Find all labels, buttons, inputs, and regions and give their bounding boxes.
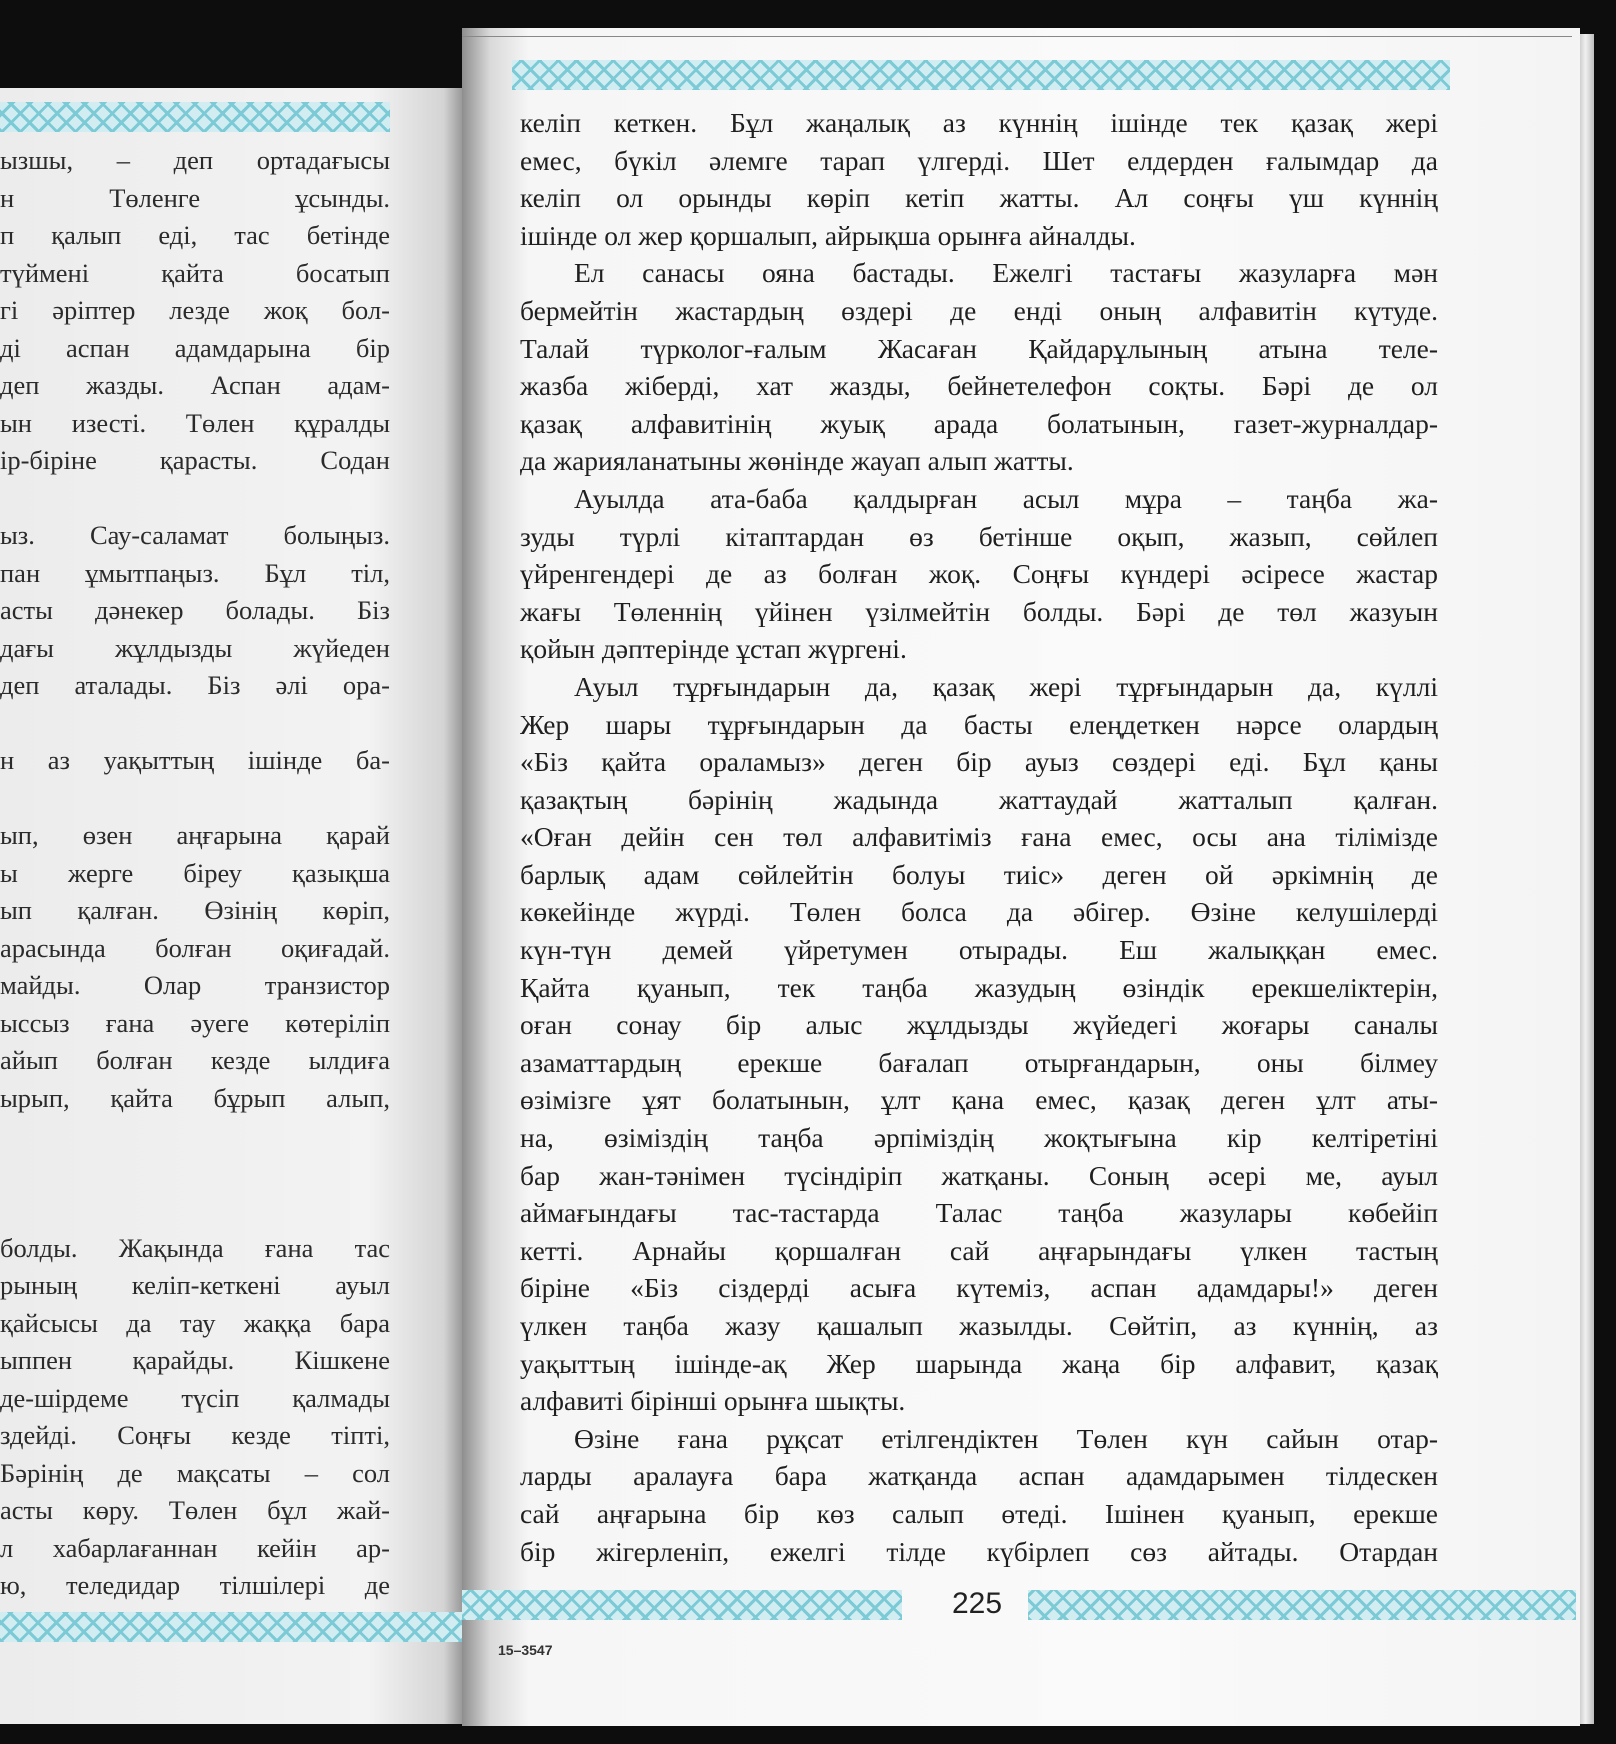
page-top-rule — [462, 36, 1572, 37]
left-text-line: ыз. Сау-саламат болыңыз. — [0, 520, 390, 550]
left-text-line — [0, 480, 390, 518]
left-text-line: л хабарлағаннан кейін ар- — [0, 1532, 390, 1563]
right-text-line: оған сонау бір алыс жұлдызды жүйедегі жоғары саналы — [520, 1009, 1438, 1041]
right-text-line: біріне «Біз сіздерді асыға күтеміз, аспан адамдары!» деген — [520, 1272, 1438, 1304]
bottom-ornament-left — [0, 1612, 462, 1642]
right-text-line: ішінде ол жер қоршалып, айрықша орынға айналды. — [520, 219, 1136, 251]
top-ornament-left — [0, 102, 390, 132]
right-text-line: қазақтың бәрінің жадында жаттаудай жатталып қалған. — [520, 783, 1438, 815]
right-text-line: азаматтардың ерекше бағалап отырғандарын, оны білмеу — [520, 1046, 1438, 1078]
bottom-ornament-before-number — [462, 1590, 902, 1620]
left-text-line — [0, 705, 390, 743]
left-text-line: ып, өзен аңғарына қарай — [0, 820, 390, 850]
right-page-text — [520, 104, 1438, 1570]
bottom-ornament-after-number — [1028, 1590, 1576, 1620]
right-text-line: алфавиті бірінші орынға шықты. — [520, 1385, 906, 1417]
right-text-line: келіп кеткен. Бұл жаңалық аз күннің ішінде тек қазақ жері — [520, 107, 1438, 138]
left-text-line: де-шірдеме түсіп қалмады — [0, 1382, 390, 1413]
left-text-line: ді аспан адамдарына бір — [0, 332, 390, 363]
right-text-line: Жер шары тұрғындарын да басты елеңдеткен нәрсе олардың — [520, 708, 1438, 740]
left-text-line: ы жерге біреу қазықша — [0, 857, 390, 888]
right-text-line: Талай түрколог-ғалым Жасаған Қайдарұлының атына теле- — [520, 332, 1438, 364]
right-text-line: барлық адам сөйлейтін болуы тиіс» деген ой әркімнің де — [520, 858, 1438, 890]
right-text-line: да жарияланатыны жөнінде жауап алып жатты. — [520, 445, 1074, 477]
left-text-line: арасында болған оқиғадай. — [0, 932, 390, 963]
left-text-line: ыссыз ғана әуеге көтеріліп — [0, 1007, 390, 1038]
left-text-line: ір-біріне қарасты. Содан — [0, 445, 390, 475]
left-page-text — [0, 142, 390, 1605]
right-text-line: «Оған дейін сен төл алфавитіміз ғана емес, осы ана тілімізде — [520, 821, 1438, 853]
left-text-line: майды. Олар транзистор — [0, 970, 390, 1000]
right-text-line: емес, бүкіл әлемге тарап үлгерді. Шет елдерден ғалымдар да — [520, 144, 1438, 176]
left-text-line: түймені қайта босатып — [0, 257, 390, 288]
right-text-line: «Біз қайта ораламыз» деген бір ауыз сөздері еді. Бұл қаны — [520, 746, 1438, 778]
left-text-line: ыппен қарайды. Кішкене — [0, 1345, 390, 1375]
print-code: 15–3547 — [498, 1642, 553, 1658]
left-text-line: деп аталады. Біз әлі ора- — [0, 670, 390, 700]
book-spread — [0, 28, 1594, 1726]
left-text-line: пан ұмытпаңыз. Бұл тіл, — [0, 557, 390, 588]
page-number: 225 — [951, 1587, 1003, 1620]
right-text-line: аймағындағы тас-тастарда Талас таңба жазулары көбейіп — [520, 1197, 1438, 1229]
right-text-line: көкейінде жүрді. Төлен болса да әбігер. Өзіне келушілерді — [520, 896, 1438, 928]
left-text-line: қайсысы да тау жаққа бара — [0, 1307, 390, 1338]
left-text-line: н аз уақыттың ішінде ба- — [0, 745, 390, 775]
left-text-line — [0, 1192, 390, 1230]
right-text-line: үйренгендері де аз болған жоқ. Соңғы күндері әсіресе жастар — [520, 558, 1438, 590]
left-text-line: п қалып еді, тас бетінде — [0, 220, 390, 250]
right-text-line: сай аңғарына бір көз салып өтеді. Ішінен қуанып, ерекше — [520, 1497, 1438, 1529]
right-text-line: бір жігерленіп, ежелгі тілде күбірлеп сөз айтады. Отардан — [520, 1535, 1438, 1567]
right-text-line: қазақ алфавитінің жуық арада болатынын, газет-журналдар- — [520, 407, 1438, 439]
left-text-line: ырып, қайта бұрып алып, — [0, 1082, 390, 1113]
left-text-line: асты дәнекер болады. Біз — [0, 595, 390, 625]
right-text-line: ларды аралауға бара жатқанда аспан адамдарымен тілдескен — [520, 1460, 1438, 1492]
right-text-line: зуды түрлі кітаптардан өз бетінше оқып, жазып, сөйлеп — [520, 520, 1438, 552]
left-text-line: ю, теледидар тілшілері де — [0, 1570, 390, 1600]
right-text-line: өзімізге ұят болатынын, ұлт қана емес, қазақ деген ұлт аты- — [520, 1084, 1438, 1116]
left-text-line: айып болған кезде ылдиға — [0, 1045, 390, 1075]
right-text-line: уақыттың ішінде-ақ Жер шарында жаңа бір алфавит, қазақ — [520, 1347, 1438, 1379]
right-text-line: Ауыл тұрғындарын да, қазақ жері тұрғындарын да, күллі — [574, 670, 1438, 702]
left-page — [0, 88, 462, 1724]
right-text-line: Қайта қуанып, тек таңба жазудың өзіндік ерекшеліктерін, — [520, 971, 1438, 1003]
right-text-line: жағы Төленнің үйінен үзілмейтін болды. Бәрі де төл жазуын — [520, 595, 1438, 627]
left-text-line — [0, 1155, 390, 1193]
right-text-line: Ауылда ата-баба қалдырған асыл мұра – таңба жа- — [574, 482, 1438, 514]
right-text-line: күн-түн демей үйретумен отырады. Еш жалыққан емес. — [520, 934, 1438, 966]
left-text-line: ын изесті. Төлен құралды — [0, 407, 390, 438]
left-text-line: н Төленге ұсынды. — [0, 182, 390, 213]
left-text-line — [0, 780, 390, 818]
left-text-line: болды. Жақында ғана тас — [0, 1232, 390, 1263]
right-text-line: кетті. Арнайы қоршалған сай аңғарындағы үлкен тастың — [520, 1234, 1438, 1266]
left-text-line: рының келіп-кеткені ауыл — [0, 1270, 390, 1300]
left-text-line: ып қалған. Өзінің көріп, — [0, 895, 390, 925]
right-text-line: бар жан-тәнімен түсіндіріп жатқаны. Соның әсері ме, ауыл — [520, 1159, 1438, 1191]
right-text-line: Ел санасы ояна бастады. Ежелгі тастағы жазуларға мән — [574, 257, 1438, 289]
right-text-line: бермейтін жастардың өздері де енді оның алфавитін күтуде. — [520, 294, 1438, 326]
right-text-line: Өзіне ғана рұқсат етілгендіктен Төлен күн сайын отар- — [574, 1422, 1438, 1454]
left-text-line: гі әріптер лезде жоқ бол- — [0, 295, 390, 325]
left-text-line: деп жазды. Аспан адам- — [0, 370, 390, 400]
page-edge — [1580, 34, 1594, 1724]
left-text-line: Бәрінің де мақсаты – сол — [0, 1457, 390, 1488]
left-text-line: асты көру. Төлен бұл жай- — [0, 1495, 390, 1525]
right-text-line: қойын дәптерінде ұстап жүргені. — [520, 633, 907, 665]
right-text-line: жазба жіберді, хат жазды, бейнетелефон соқты. Бәрі де ол — [520, 370, 1438, 402]
left-text-line: ызшы, – деп ортадағысы — [0, 145, 390, 175]
left-text-line — [0, 1117, 390, 1155]
right-text-line: үлкен таңба жазу қашалып жазылды. Сөйтіп, аз күннің, аз — [520, 1310, 1438, 1341]
right-page — [462, 28, 1580, 1726]
left-text-line: здейді. Соңғы кезде тіпті, — [0, 1420, 390, 1450]
top-ornament-right — [512, 60, 1450, 90]
left-text-line: дағы жұлдызды жүйеден — [0, 632, 390, 663]
right-text-line: келіп ол орынды көріп кетіп жатты. Ал соңғы үш күннің — [520, 182, 1438, 214]
right-text-line: на, өзіміздің таңба әрпіміздің жоқтығына кір келтіретіні — [520, 1122, 1438, 1154]
